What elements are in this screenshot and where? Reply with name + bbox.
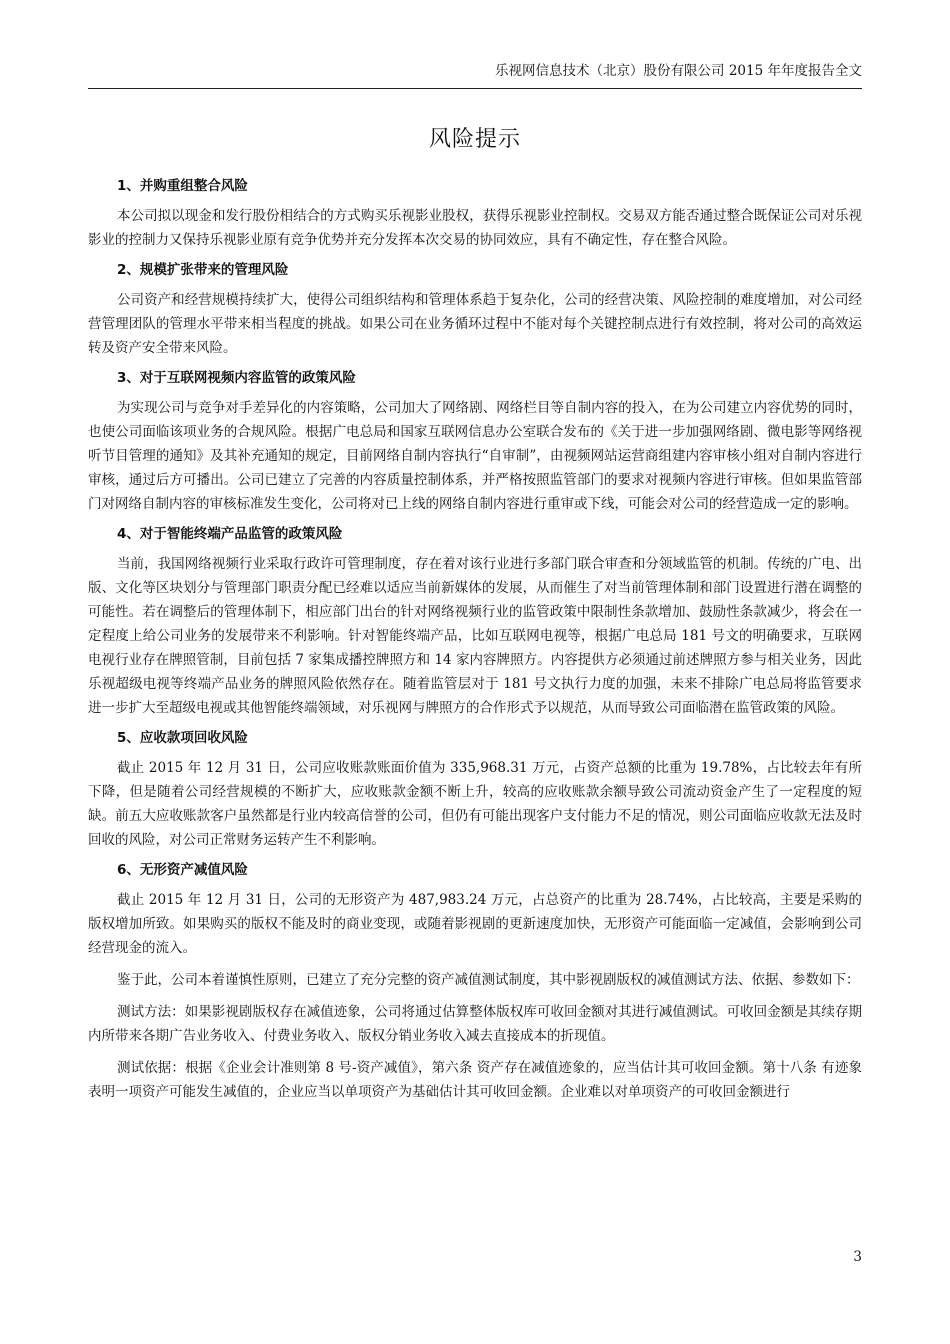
section-heading: 4、对于智能终端产品监管的政策风险 — [117, 526, 343, 542]
paragraph: 当前，我国网络视频行业采取行政许可管理制度，存在着对该行业进行多部门联合审查和分领域监管的机制。传统的广电、出版、文化等区块划分与管理部门职责分配已经难以适应当前新媒体的发展，从而催生了对当前管理体制和部门设置进行潜在调整的可能性。若在调整后的管理体制下，相应部门出台的针对网络视频行业的监管政策中限制性条款增加、鼓励性条款减少，将会在一定程度上给公司业务的发展带来不利影响。针对智能终端产品，比如互联网电视等，根据广电总局 181 号文的明确要求，互联网电视行业存在牌照管制，目前包括 7 家集成播控牌照方和 14 家内容牌照方。内容提供方必须通过前述牌照方参与相关业务，因此乐视超级电视等终端产品业务的牌照风险依然存在。随着监管层对于 181 号文执行力度的加强，未来不排除广电总局将监管要求进一步扩大至超级电视或其他智能终端领域，对乐视网与牌照方的合作形式予以规范，从而导致公司面临潜在监管政策的风险。 — [88, 556, 862, 716]
paragraph: 测试依据：根据《企业会计准则第 8 号-资产减值》，第六条 资产存在减值迹象的，应当估计其可收回金额。第十八条 有迹象表明一项资产可能发生减值的，企业应当以单项资产为基础估计其可收回金额。企业难以对单项资产的可收回金额进行 — [88, 1060, 862, 1100]
paragraph: 截止 2015 年 12 月 31 日，公司的无形资产为 487,983.24 万元，占总资产的比重为 28.74%，占比较高，主要是采购的版权增加所致。如果购买的版权不能及时的商业变现，或随着影视剧的更新速度加快，无形资产可能面临一定减值，会影响到公司经营现金的流入。 — [88, 892, 862, 956]
paragraph: 本公司拟以现金和发行股份相结合的方式购买乐视影业股权，获得乐视影业控制权。交易双方能否通过整合既保证公司对乐视影业的控制力又保持乐视影业原有竞争优势并充分发挥本次交易的协同效应，具有不确定性，存在整合风险。 — [88, 208, 862, 248]
paragraph: 为实现公司与竞争对手差异化的内容策略，公司加大了网络剧、网络栏目等自制内容的投入，在为公司建立内容优势的同时，也使公司面临该项业务的合规风险。根据广电总局和国家互联网信息办公室联合发布的《关于进一步加强网络剧、微电影等网络视听节目管理的通知》及其补充通知的规定，目前网络自制内容执行“自审制”，由视频网站运营商组建内容审核小组对自制内容进行审核，通过后方可播出。公司已建立了完善的内容质量控制体系，并严格按照监管部门的要求对视频内容进行审核。但如果监管部门对网络自制内容的审核标准发生变化，公司将对已上线的网络自制内容进行重审或下线，可能会对公司的经营造成一定的影响。 — [88, 400, 862, 512]
paragraph: 测试方法：如果影视剧版权存在减值迹象，公司将通过估算整体版权库可收回金额对其进行减值测试。可收回金额是其续存期内所带来各期广告业务收入、付费业务收入、版权分销业务收入减去直接成本的折现值。 — [88, 1004, 862, 1044]
running-header: 乐视网信息技术（北京）股份有限公司 2015 年年度报告全文 — [495, 63, 862, 79]
section-heading: 5、应收款项回收风险 — [117, 730, 248, 746]
paragraph: 鉴于此，公司本着谨慎性原则，已建立了充分完整的资产减值测试制度，其中影视剧版权的减值测试方法、依据、参数如下： — [117, 972, 860, 988]
paragraph: 截止 2015 年 12 月 31 日，公司应收账款账面价值为 335,968.31 万元，占资产总额的比重为 19.78%，占比较去年有所下降，但是随着公司经营规模的不断扩大，应收账款金额不断上升，较高的应收账款余额导致公司流动资金产生了一定程度的短缺。前五大应收账款客户虽然都是行业内较高信誉的公司，但仍有可能出现客户支付能力不足的情况，则公司面临应收款无法及时回收的风险，对公司正常财务运转产生不利影响。 — [88, 760, 862, 848]
section-heading: 2、规模扩张带来的管理风险 — [117, 262, 289, 278]
section-heading: 1、并购重组整合风险 — [117, 178, 248, 194]
header-divider — [88, 88, 862, 89]
page-title: 风险提示 — [428, 127, 521, 152]
page-number: 3 — [853, 1249, 862, 1265]
document-body — [88, 176, 862, 1112]
section-heading: 3、对于互联网视频内容监管的政策风险 — [117, 370, 356, 386]
paragraph: 公司资产和经营规模持续扩大，使得公司组织结构和管理体系趋于复杂化，公司的经营决策、风险控制的难度增加，对公司经营管理团队的管理水平带来相当程度的挑战。如果公司在业务循环过程中不能对每个关键控制点进行有效控制，将对公司的高效运转及资产安全带来风险。 — [88, 292, 862, 356]
section-heading: 6、无形资产减值风险 — [117, 862, 248, 878]
